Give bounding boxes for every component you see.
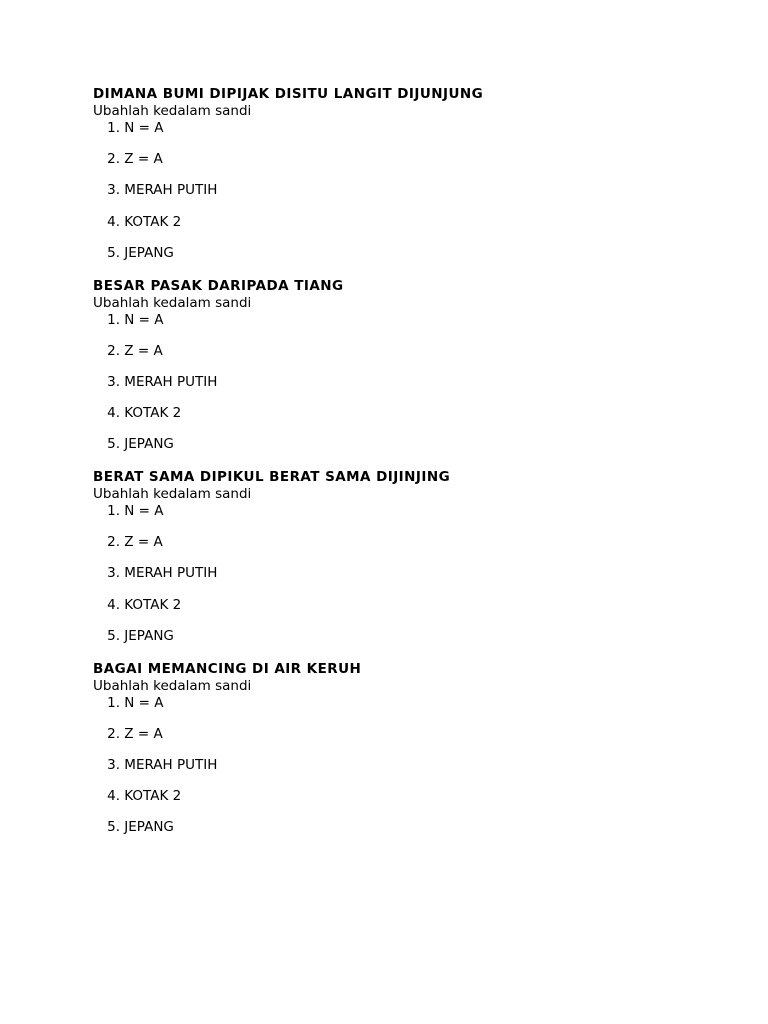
section-3 [93,469,693,661]
list-text: Z = A [124,151,163,168]
list-item [93,436,693,467]
list-item [93,151,693,182]
list-item [93,182,693,213]
list-item [93,312,693,343]
list-text: Z = A [124,725,163,742]
list-item [93,628,693,659]
numbered-list [93,503,693,659]
section-1 [93,86,693,278]
list-text: KOTAK 2 [124,596,182,613]
list-text: N = A [124,503,164,519]
numbered-list [93,312,693,468]
list-number: 2. [107,342,120,359]
list-text: KOTAK 2 [124,405,182,422]
list-number: 5. [107,436,120,453]
list-text: JEPANG [124,436,174,453]
section-title: BERAT SAMA DIPIKUL BERAT SAMA DIJINJING [93,469,451,485]
list-number: 5. [107,819,120,836]
list-item [93,120,693,151]
list-item [93,695,693,726]
list-text: KOTAK 2 [124,788,182,805]
list-number: 1. [107,694,120,711]
list-item [93,245,693,276]
list-text: MERAH PUTIH [124,373,218,390]
list-number: 5. [107,627,120,644]
list-number: 1. [107,311,120,328]
numbered-list [93,695,693,851]
list-number: 4. [107,788,120,805]
section-title: BAGAI MEMANCING DI AIR KERUH [93,660,362,677]
list-text: N = A [124,694,164,711]
section-title: DIMANA BUMI DIPIJAK DISITU LANGIT DIJUNJUNG [93,86,484,102]
list-item [93,405,693,436]
list-text: MERAH PUTIH [124,565,218,582]
list-text: JEPANG [124,819,174,836]
list-text: MERAH PUTIH [124,182,218,199]
list-item [93,819,693,850]
list-item [93,757,693,788]
list-text: JEPANG [124,244,174,261]
list-text: JEPANG [124,627,174,644]
section-subtitle: Ubahlah kedalam sandi [93,103,252,119]
section-2 [93,278,693,470]
list-item [93,597,693,628]
list-item [93,503,693,534]
list-number: 3. [107,565,120,582]
list-number: 3. [107,182,120,199]
numbered-list [93,120,693,276]
list-item [93,374,693,405]
list-number: 4. [107,596,120,613]
list-number: 5. [107,244,120,261]
list-number: 1. [107,503,120,519]
list-item [93,565,693,596]
list-item [93,788,693,819]
list-number: 1. [107,120,120,136]
list-item [93,534,693,565]
list-text: N = A [124,120,164,136]
list-item [93,343,693,374]
list-number: 2. [107,725,120,742]
list-number: 2. [107,534,120,551]
list-text: N = A [124,311,164,328]
list-number: 4. [107,405,120,422]
document-page [93,86,693,852]
section-4 [93,661,693,853]
list-number: 2. [107,151,120,168]
list-text: Z = A [124,342,163,359]
list-text: MERAH PUTIH [124,756,218,773]
list-text: KOTAK 2 [124,213,182,230]
list-number: 3. [107,373,120,390]
section-title: BESAR PASAK DARIPADA TIANG [93,277,344,294]
list-number: 4. [107,213,120,230]
section-subtitle: Ubahlah kedalam sandi [93,677,252,694]
section-subtitle: Ubahlah kedalam sandi [93,486,252,502]
list-text: Z = A [124,534,163,551]
list-item [93,726,693,757]
list-number: 3. [107,756,120,773]
section-subtitle: Ubahlah kedalam sandi [93,294,252,311]
list-item [93,214,693,245]
